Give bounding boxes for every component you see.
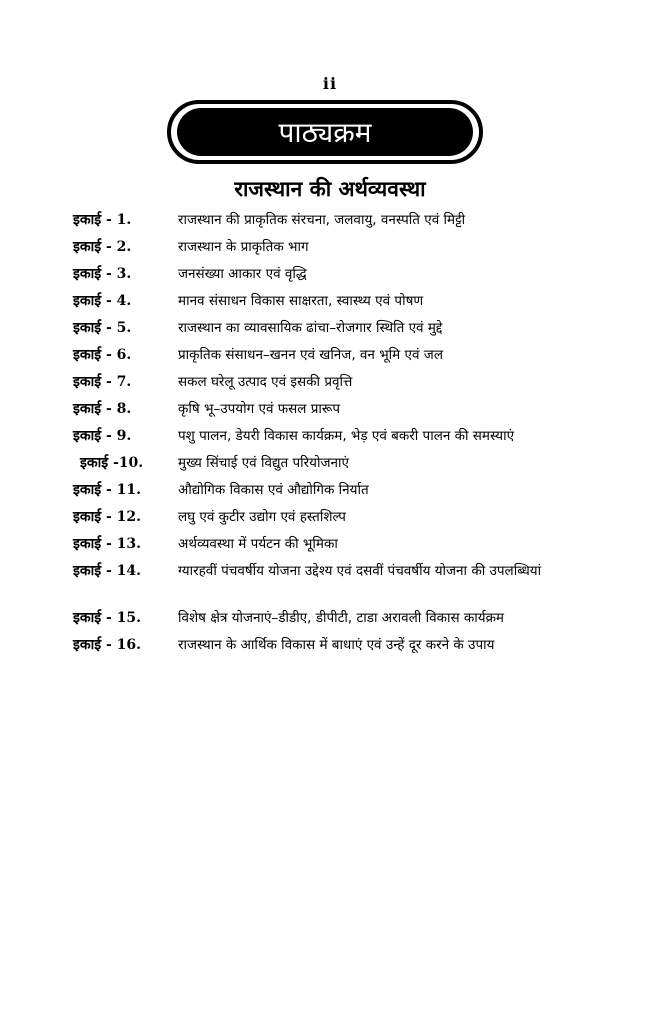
syllabus-row — [0, 345, 660, 372]
unit-title: प्राकृतिक संसाधन–खनन एवं खनिज, वन भूमि एवं जल — [178, 347, 443, 363]
syllabus-row — [0, 399, 660, 426]
unit-title: राजस्थान के प्राकृतिक भाग — [178, 239, 309, 255]
unit-title: सकल घरेलू उत्पाद एवं इसकी प्रवृत्ति — [178, 374, 353, 390]
unit-label: इकाई - 3. — [73, 266, 132, 282]
syllabus-row — [0, 291, 660, 318]
syllabus-row — [0, 480, 660, 507]
syllabus-row — [0, 561, 660, 608]
unit-title: मानव संसाधन विकास साक्षरता, स्वास्थ्य एवं पोषण — [178, 293, 424, 309]
unit-label: इकाई - 11. — [73, 482, 142, 498]
unit-label: इकाई - 6. — [73, 347, 132, 363]
syllabus-row — [0, 635, 660, 662]
page-number: ii — [322, 74, 338, 93]
unit-label: इकाई - 16. — [73, 637, 142, 653]
book-subtitle: राजस्थान की अर्थव्यवस्था — [234, 177, 426, 201]
syllabus-row — [0, 318, 660, 345]
syllabus-row — [0, 426, 660, 453]
syllabus-row — [0, 237, 660, 264]
unit-label: इकाई - 12. — [73, 509, 142, 525]
unit-label: इकाई - 1. — [73, 212, 132, 228]
unit-label: इकाई - 13. — [73, 536, 142, 552]
unit-title: जनसंख्या आकार एवं वृद्धि — [178, 266, 307, 282]
syllabus-row — [0, 372, 660, 399]
unit-label: इकाई - 15. — [73, 610, 142, 626]
unit-title: विशेष क्षेत्र योजनाएं–डीडीए, डीपीटी, टाडा अरावली विकास कार्यक्रम — [178, 610, 505, 626]
unit-title: अर्थव्यवस्था में पर्यटन की भूमिका — [178, 536, 338, 552]
unit-label: इकाई - 5. — [73, 320, 132, 336]
unit-label: इकाई - 7. — [73, 374, 132, 390]
unit-label: इकाई -10. — [80, 455, 144, 471]
unit-title: राजस्थान का व्यावसायिक ढांचा–रोजगार स्थिति एवं मुद्दे — [178, 320, 443, 336]
unit-title: लघु एवं कुटीर उद्योग एवं हस्तशिल्प — [178, 509, 346, 525]
syllabus-row — [0, 507, 660, 534]
unit-title: औद्योगिक विकास एवं औद्योगिक निर्यात — [178, 482, 369, 498]
unit-title: ग्यारहवीं पंचवर्षीय योजना उद्देश्य एवं दसवीं पंचवर्षीय योजना की उपलब्धियां — [178, 563, 542, 579]
unit-label: इकाई - 4. — [73, 293, 132, 309]
syllabus-row — [0, 453, 660, 480]
syllabus-row — [0, 534, 660, 561]
unit-title: पशु पालन, डेयरी विकास कार्यक्रम, भेड़ एवं बकरी पालन की समस्याएं — [178, 428, 515, 444]
syllabus-row — [0, 264, 660, 291]
unit-label: इकाई - 2. — [73, 239, 132, 255]
syllabus-row — [0, 608, 660, 635]
unit-label: इकाई - 14. — [73, 563, 142, 579]
unit-label: इकाई - 9. — [73, 428, 132, 444]
unit-title: राजस्थान की प्राकृतिक संरचना, जलवायु, वनस्पति एवं मिट्टी — [178, 212, 466, 228]
unit-title: मुख्य सिंचाई एवं विद्युत परियोजनाएं — [178, 455, 349, 471]
syllabus-list — [0, 210, 660, 662]
unit-title: राजस्थान के आर्थिक विकास में बाधाएं एवं उन्हें दूर करने के उपाय — [178, 637, 495, 653]
unit-title: कृषि भू–उपयोग एवं फसल प्रारूप — [178, 401, 341, 417]
title-banner: पाठ्यक्रम — [177, 108, 473, 156]
syllabus-row — [0, 210, 660, 237]
unit-label: इकाई - 8. — [73, 401, 132, 417]
